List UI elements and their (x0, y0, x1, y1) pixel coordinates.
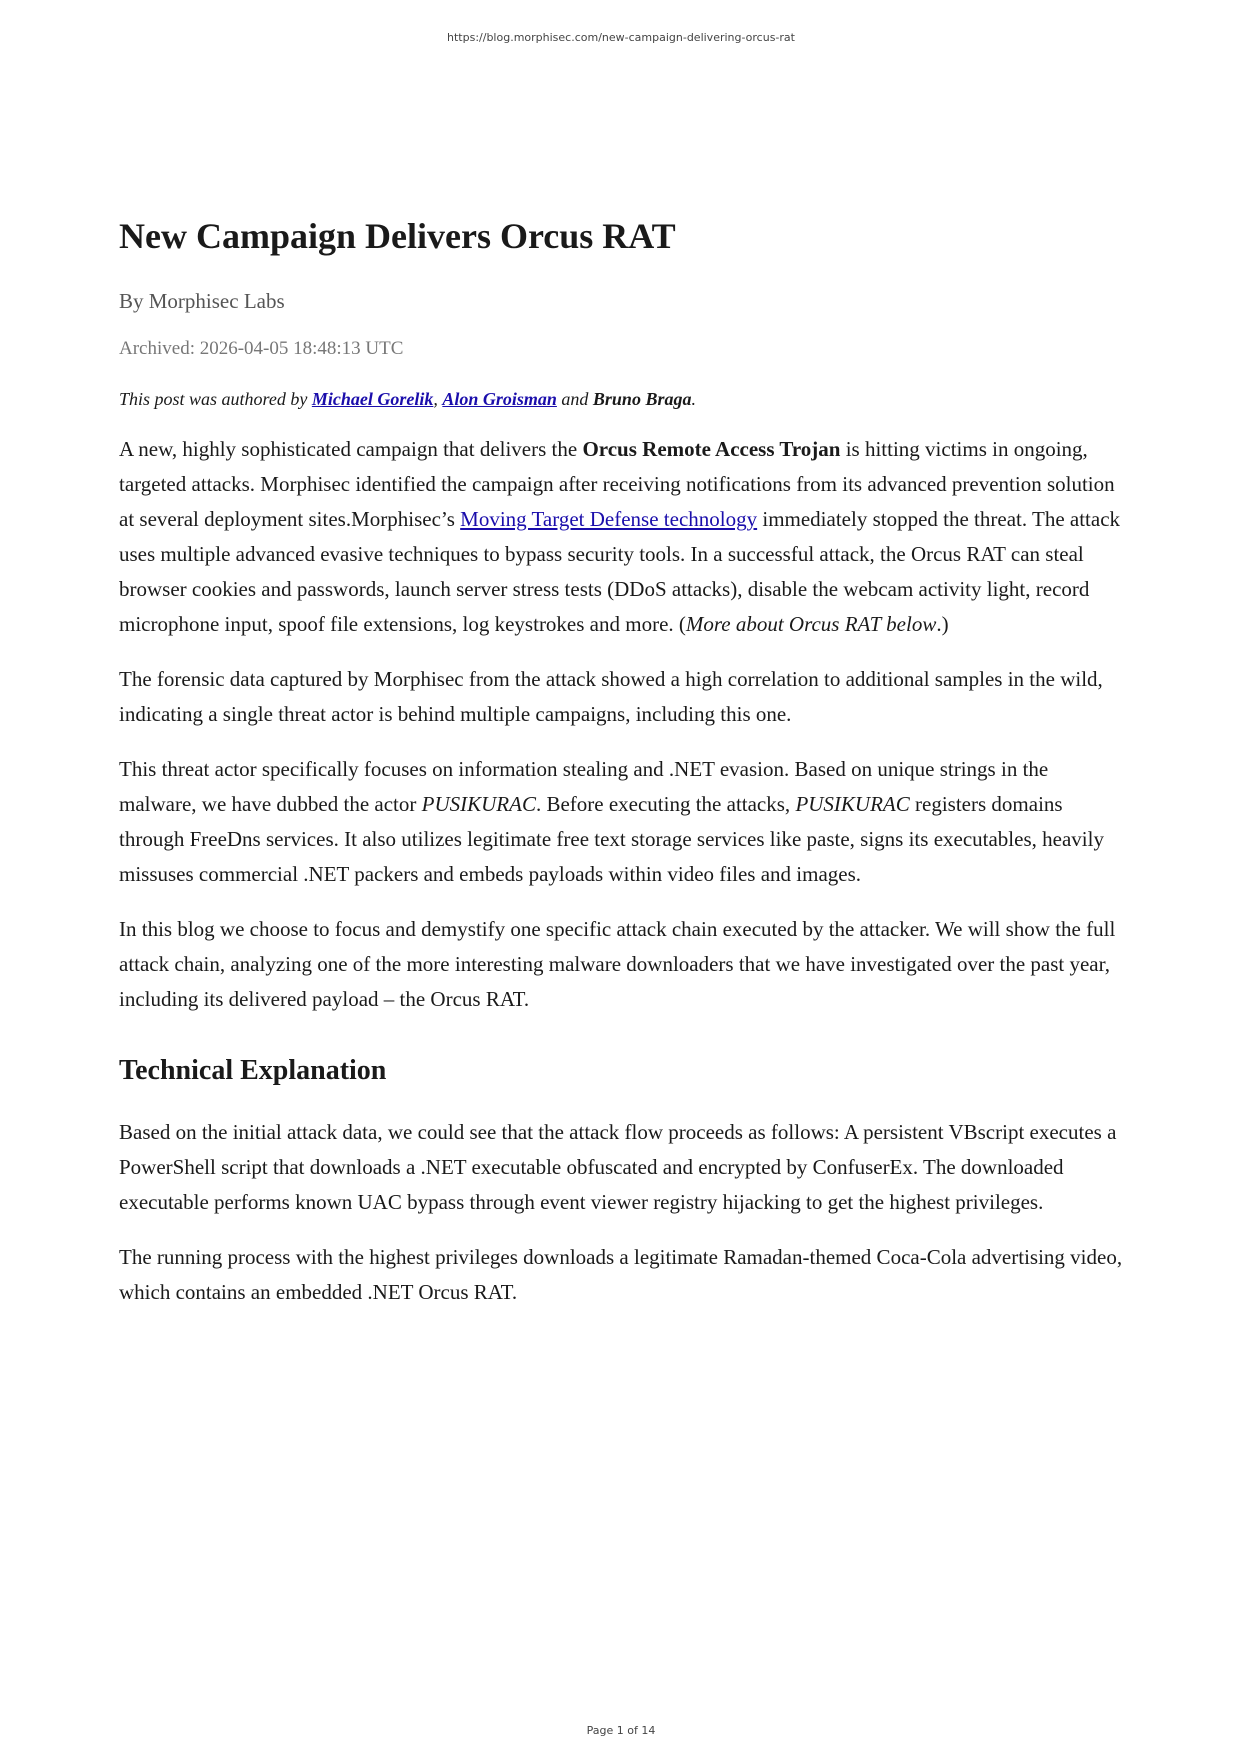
text: . Before executing the attacks, (535, 792, 796, 816)
page-url-header: https://blog.morphisec.com/new-campaign-delivering-orcus-rat (447, 31, 795, 44)
paragraph-intro (119, 432, 1129, 642)
bold-orcus-rat: Orcus Remote Access Trojan (582, 437, 841, 461)
text: immediately stopped the threat. The attack uses multiple advanced evasive techniques to bypass security tools. In a successful attack, the Orcus RAT can steal browser cookies and passwords, launch server stress tests (DDoS attacks), disable the webcam activity light, record microphone input, spoof file extensions, log keystrokes and more. ( (119, 507, 1121, 636)
authored-sep: , (433, 389, 443, 409)
article (119, 212, 1129, 1310)
paragraph-attack-flow: Based on the initial attack data, we could see that the attack flow proceeds as follows: A persistent VBscript executes a PowerShell script that downloads a .NET executable obfuscated and encrypted by ConfuserEx. The downloaded executable performs known UAC bypass through event viewer registry hijacking to get the highest privileges. (119, 1120, 1117, 1214)
authored-by-line (119, 386, 1129, 412)
italic-pusikurac: PUSIKURAC (795, 792, 910, 816)
section-heading-technical: Technical Explanation (119, 1055, 387, 1086)
moving-target-defense-link[interactable]: Moving Target Defense technology (460, 507, 758, 531)
author-bruno-braga: Bruno Braga (592, 389, 692, 409)
author-link-alon-groisman[interactable]: Alon Groisman (442, 389, 557, 409)
paragraph-running-process: The running process with the highest privileges downloads a legitimate Ramadan-themed Coca-Cola advertising video, which contains an embedded .NET Orcus RAT. (119, 1245, 1123, 1304)
text: registers domains through FreeDns services. It also utilizes legitimate free text storage services like paste, signs its executables, heavily missuses commercial .NET packers and embeds payloads within video files and images. (119, 792, 1104, 886)
text: .) (936, 612, 949, 636)
article-title: New Campaign Delivers Orcus RAT (119, 216, 676, 256)
archived-timestamp: Archived: 2026-04-05 18:48:13 UTC (119, 338, 404, 359)
author-link-michael-gorelik[interactable]: Michael Gorelik (311, 389, 434, 409)
page-number: Page 1 of 14 (586, 1724, 656, 1737)
italic-pusikurac: PUSIKURAC (421, 792, 536, 816)
text: is hitting victims in ongoing, targeted attacks. Morphisec identified the campaign after receiving notifications from its advanced prevention solution at several deployment sites.Morphisec’s (119, 437, 1115, 531)
text: This threat actor specifically focuses on information stealing and .NET evasion. Based on unique strings in the malware, we have dubbed the actor (119, 757, 1049, 816)
paragraph-blog-focus: In this blog we choose to focus and demystify one specific attack chain executed by the attacker. We will show the full attack chain, analyzing one of the more interesting malware downloaders that we have investigated over the past year, including its delivered payload – the Orcus RAT. (119, 917, 1116, 1011)
italic-more-about: More about Orcus RAT below (685, 612, 937, 636)
byline: By Morphisec Labs (119, 289, 285, 313)
authored-suffix: . (691, 389, 696, 409)
authored-prefix: This post was authored by (119, 389, 312, 409)
text: A new, highly sophisticated campaign that delivers the (119, 437, 583, 461)
authored-sep: and (556, 389, 593, 409)
paragraph-threat-actor (119, 752, 1129, 892)
paragraph-forensic: The forensic data captured by Morphisec from the attack showed a high correlation to additional samples in the wild, indicating a single threat actor is behind multiple campaigns, including this one. (119, 667, 1103, 726)
